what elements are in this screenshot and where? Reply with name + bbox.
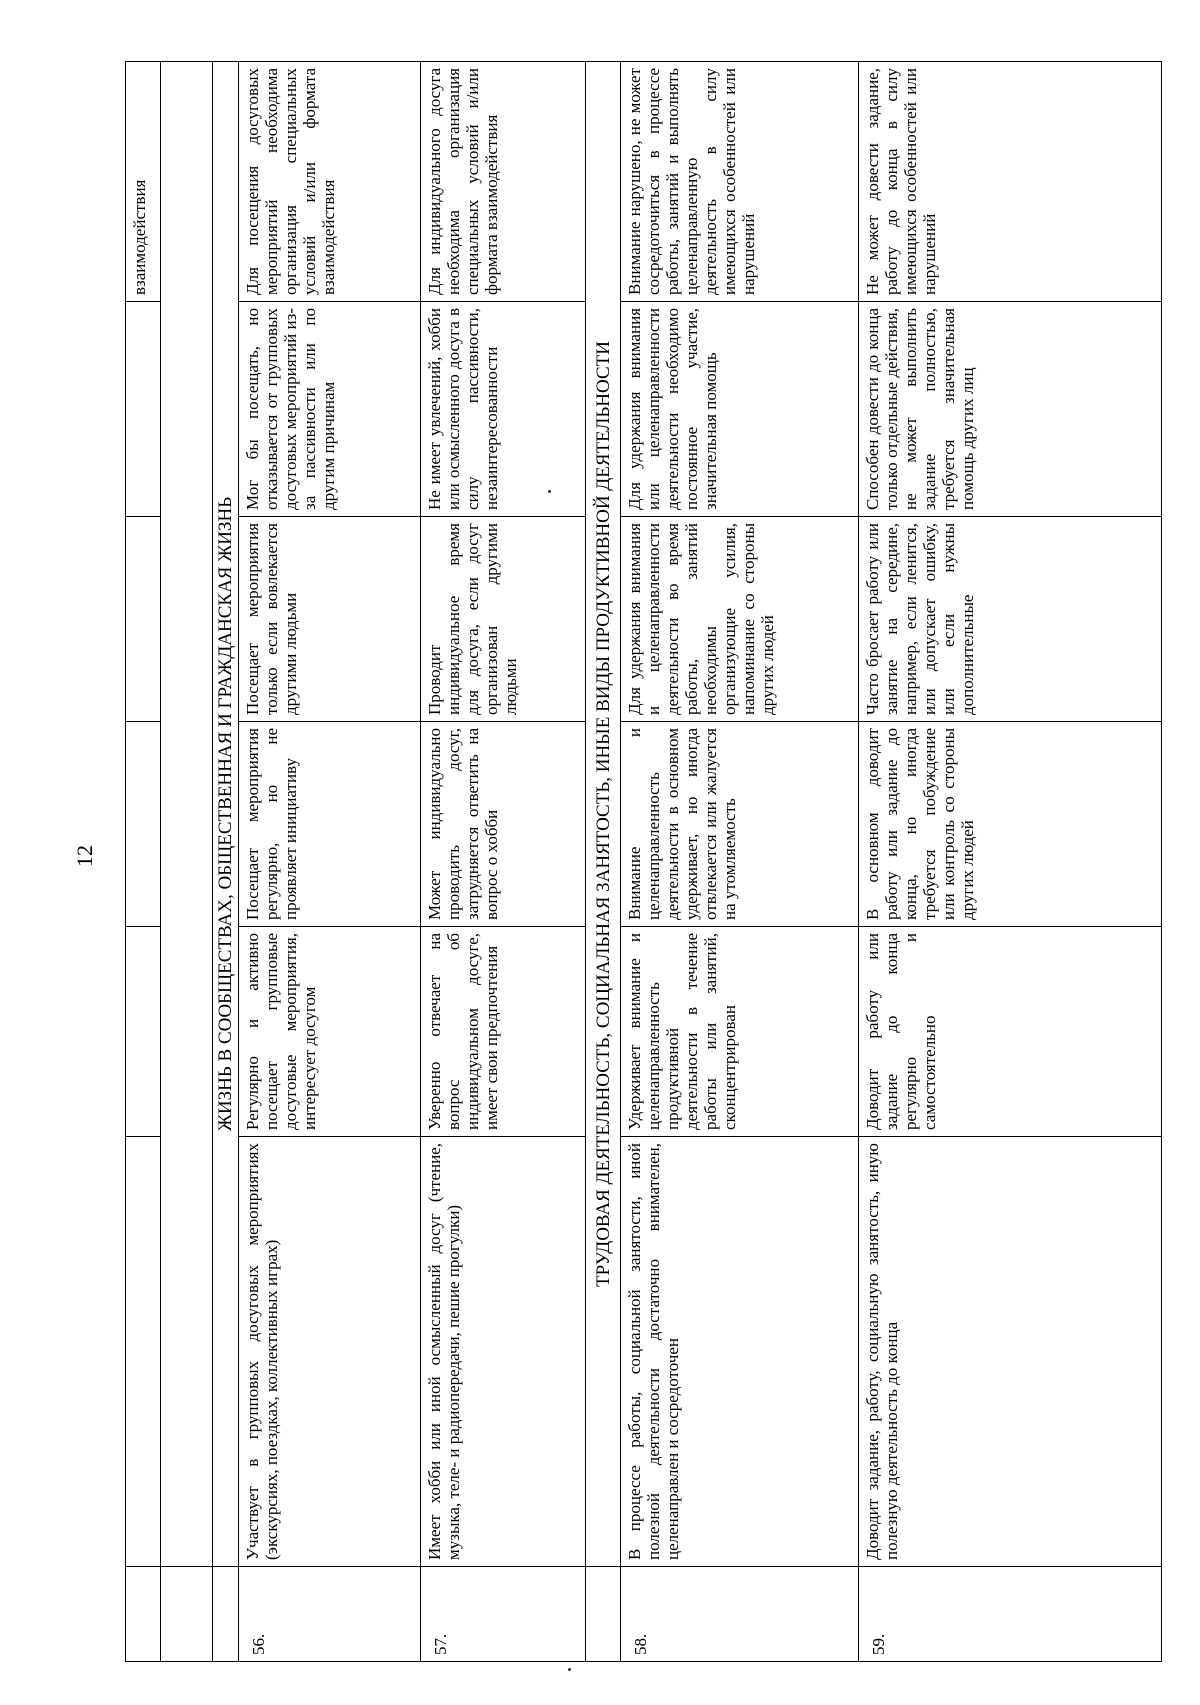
table-cell: Способен довести до конца только отдельные действия, не может выполнить задание полностью, требуется значительная помощь других лиц	[859, 302, 1162, 517]
table-cell: Участвует в групповых досуговых мероприятиях (экскурсиях, поездках, коллективных играх)	[239, 1137, 421, 1567]
spacer-row	[161, 62, 213, 1662]
table-cell: Для удержания внимания или целенаправленности деятельности необходимо постоянное участие, значительная помощь	[621, 302, 859, 517]
table-cell: Внимание нарушено, не может сосредоточиться в процессе работы, занятий и выполнять целенаправленную деятельность в силу имеющихся особенностей или нарушений	[621, 62, 859, 302]
table-cell: Может индивидуально проводить досуг, затрудняется ответить на вопрос о хобби	[421, 722, 586, 927]
table-cell: Для посещения досуговых мероприятий необходима организация специальных условий и/или формата взаимодействия	[239, 62, 421, 302]
table-cell: В основном доводит работу или задание до конца, но иногда требуется побуждение или контроль со стороны других людей	[859, 722, 1162, 927]
row-number: 56.	[239, 1567, 421, 1662]
table-cell: Проводит индивидуальное время для досуга, если досуг организован другими людьми	[421, 517, 586, 722]
table-cell: Не имеет увлечений, хобби или осмысленного досуга в силу пассивности, незаинтересованности	[421, 302, 586, 517]
table-cell: В процессе работы, социальной занятости, иной полезной деятельности достаточно внимателен, целенаправлен и сосредоточен	[621, 1137, 859, 1567]
table-cell: Не может довести задание, работу до конца в силу имеющихся особенностей или нарушений	[859, 62, 1162, 302]
table-row	[239, 62, 421, 1662]
table-cell: Уверенно отвечает на вопрос об индивидуальном досуге, имеет свои предпочтения	[421, 927, 586, 1137]
table-cell: Удерживает внимание и целенаправленность продуктивной деятельности в течение работы или занятий, сконцентрирован	[621, 927, 859, 1137]
table-row	[621, 62, 859, 1662]
row-number: 58.	[621, 1567, 859, 1662]
table-cell: Доводит работу или задание до конца регулярно и самостоятельно	[859, 927, 1162, 1137]
table-cell: Мог бы посещать, но отказывается от групповых досуговых мероприятий из-за пассивности или по другим причинам	[239, 302, 421, 517]
table-cell: Часто бросает работу или занятие на середине, например, если ленится, или допускает ошибку, или если нужны дополнительные	[859, 517, 1162, 722]
table-cell: Регулярно и активно посещает групповые досуговые мероприятия, интересует досугом	[239, 927, 421, 1137]
table-cell: Доводит задание, работу, социальную занятость, иную полезную деятельность до конца	[859, 1137, 1162, 1567]
table-cell: Внимание и целенаправленность деятельности в основном удерживает, но иногда отвлекается или жалуется на утомляемость	[621, 722, 859, 927]
row-number: 59.	[859, 1567, 1162, 1662]
page-number: 12	[72, 845, 97, 867]
table-cell: Для индивидуального досуга необходима организация специальных условий и/или формата взаимодействия	[421, 62, 586, 302]
assessment-table	[125, 61, 1162, 1662]
header-cell-interaction: взаимодействия	[126, 62, 161, 302]
table-cell: Имеет хобби или иной осмысленный досуг (чтение, музыка, теле- и радиопередачи, пешие прогулки)	[421, 1137, 586, 1567]
scan-speck	[568, 1668, 571, 1671]
table-row	[421, 62, 586, 1662]
table-cell: Посещает мероприятия только если вовлекается другими людьми	[239, 517, 421, 722]
section-title: ТРУДОВАЯ ДЕЯТЕЛЬНОСТЬ, СОЦИАЛЬНАЯ ЗАНЯТОСТЬ, ИНЫЕ ВИДЫ ПРОДУКТИВНОЙ ДЕЯТЕЛЬНОСТИ	[586, 62, 621, 1567]
assessment-table-container	[125, 62, 1157, 1662]
row-number: 57.	[421, 1567, 586, 1662]
table-cell: Для удержания внимания и целенаправленности деятельности во время работы, занятий необходимы организующие усилия, напоминание со стороны других людей	[621, 517, 859, 722]
table-row	[859, 62, 1162, 1662]
section-row	[586, 62, 621, 1662]
section-title: ЖИЗНЬ В СООБЩЕСТВАХ, ОБЩЕСТВЕННАЯ И ГРАЖДАНСКАЯ ЖИЗНЬ	[213, 62, 239, 1567]
section-row	[213, 62, 239, 1662]
header-row	[126, 62, 161, 1662]
table-cell: Посещает мероприятия регулярно, но не проявляет инициативу	[239, 722, 421, 927]
